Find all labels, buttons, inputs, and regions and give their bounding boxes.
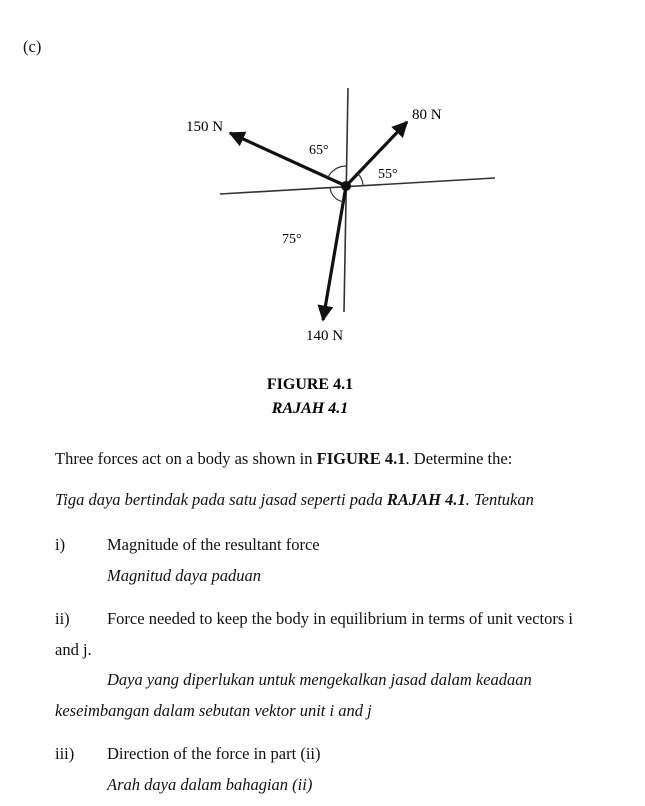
force-150n-arrow: [230, 133, 346, 186]
angle-arc-55: [358, 174, 363, 185]
angle-75-label: 75°: [282, 232, 302, 247]
angle-55-label: 55°: [378, 167, 398, 182]
force-140n-arrow: [323, 186, 346, 320]
question-number: i): [55, 535, 66, 554]
figure-caption-ms: RAJAH 4.1: [271, 400, 349, 417]
question-text-en-cont: and j.: [55, 640, 92, 659]
question-text-ms: Daya yang diperlukan untuk mengekalkan jasad dalam keadaan: [107, 670, 532, 689]
question-number: iii): [55, 744, 75, 763]
question-text-en: Magnitude of the resultant force: [107, 535, 320, 554]
figure-caption-en: FIGURE 4.1: [266, 376, 354, 393]
force-140n-label: 140 N: [306, 328, 344, 344]
body-point: [341, 181, 351, 191]
angle-arc-65: [328, 166, 347, 178]
intro-ms: Tiga daya bertindak pada satu jasad seperti pada RAJAH 4.1. Tentukan: [55, 490, 534, 509]
question-number: ii): [55, 609, 70, 628]
force-150n-label: 150 N: [186, 119, 224, 135]
question-text-ms: Arah daya dalam bahagian (ii): [107, 775, 313, 794]
question-text-ms: Magnitud daya paduan: [107, 566, 261, 585]
angle-arc-75: [330, 187, 343, 202]
intro-en: Three forces act on a body as shown in FIGURE 4.1. Determine the:: [55, 449, 513, 468]
horizontal-axis: [220, 178, 495, 194]
rajah-reference: RAJAH 4.1: [386, 490, 466, 509]
section-label: (c): [23, 37, 42, 56]
force-80n-label: 80 N: [412, 107, 442, 123]
angle-65-label: 65°: [309, 143, 329, 158]
question-text-en: Force needed to keep the body in equilibrium in terms of unit vectors i: [107, 609, 574, 628]
figure-reference: FIGURE 4.1: [316, 449, 406, 468]
force-80n-arrow: [346, 122, 407, 186]
question-text-ms-cont: keseimbangan dalam sebutan vektor unit i and j: [55, 701, 372, 720]
question-text-en: Direction of the force in part (ii): [107, 744, 321, 763]
